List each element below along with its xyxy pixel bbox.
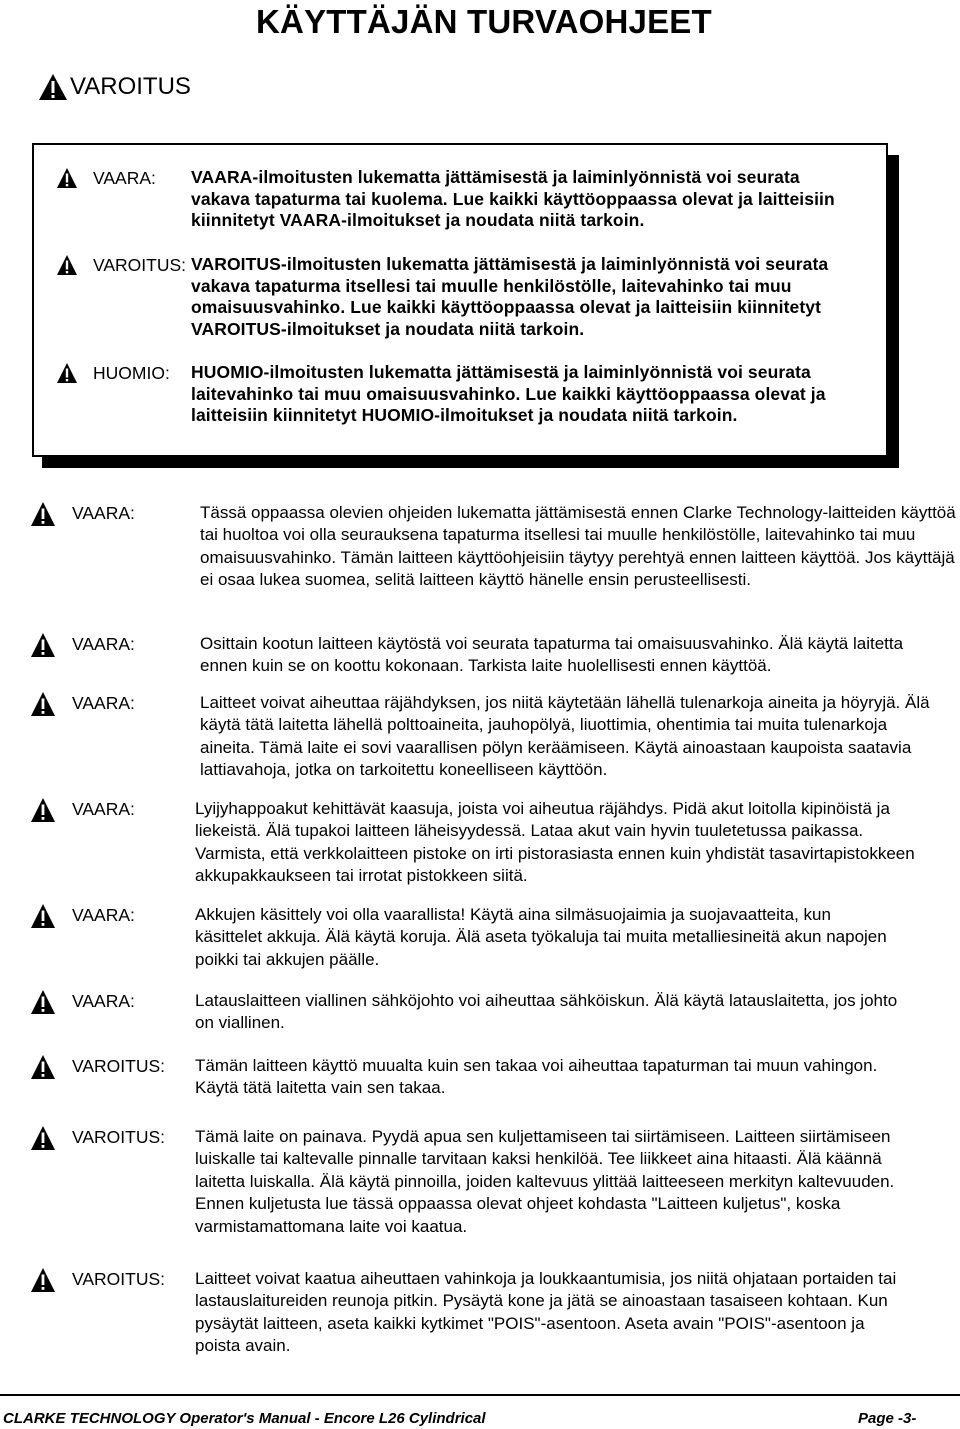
warning-item: [30, 904, 895, 971]
warning-item: [30, 990, 915, 1035]
definition-varoitus: [56, 254, 841, 340]
section-title: [38, 73, 191, 101]
warning-item: [30, 502, 960, 592]
warning-label: VAARA:: [30, 904, 195, 929]
page-title: KÄYTTÄJÄN TURVAOHJEET: [256, 3, 712, 40]
definition-huomio: [56, 362, 841, 427]
warning-item: [30, 1126, 895, 1238]
warning-label: VAROITUS:: [30, 1126, 195, 1151]
warning-item: [30, 798, 915, 888]
warning-triangle-icon: [30, 632, 56, 658]
definitions-box: [32, 143, 888, 457]
warning-label: VAARA:: [30, 692, 200, 717]
warning-text: Osittain kootun laitteen käytöstä voi seurata tapaturma tai omaisuusvahinko. Älä käytä laitetta ennen kuin se on koottu kokonaan. Tarkista laite huolellisesti ennen käyttöä.: [200, 634, 904, 676]
footer-page-number: Page -3-: [858, 1410, 917, 1427]
warning-label: VAARA:: [30, 502, 200, 527]
warning-triangle-icon: [30, 1125, 56, 1151]
warning-text: Lyijyhappoakut kehittävät kaasuja, joista voi aiheutua räjähdys. Pidä akut loitolla kipinöistä ja liekeistä. Älä tupakoi laitteen läheisyydessä. Lataa akut vain hyvin tuuletetussa paikassa. Varmista, että verkkolaitteen pistoke on irti pistorasiasta ennen kuin yhdistät tasavirtapistokkeen akkupakkaukseen tai irrotat pistokkeen siitä.: [195, 799, 915, 886]
warning-text: Laitteet voivat kaatua aiheuttaen vahinkoja ja loukkaantumisia, jos niitä ohjataan portaiden tai lastauslaitureiden reunoja pitkin. Pysäytä kone ja jätä se ainoastaan tasaiseen kohtaan. Kun pysäytät laitteen, aseta kaikki kytkimet "POIS"-asentoon. Aseta avain "POIS"-asentoon ja poista avain.: [195, 1269, 897, 1356]
warning-label: VAARA:: [30, 990, 195, 1015]
definition-label: VAARA:: [56, 167, 191, 189]
section-title-text: VAROITUS: [70, 73, 191, 100]
warning-triangle-icon: [30, 989, 56, 1015]
warning-triangle-icon: [30, 1054, 56, 1080]
warning-triangle-icon: [30, 1267, 56, 1293]
warning-triangle-icon: [38, 73, 68, 101]
definition-text: VAARA-ilmoitusten lukematta jättämisestä ja laiminlyönnistä voi seurata vakava tapaturma tai kuolema. Lue kaikki käyttöoppaassa olevat ja laitteisiin kiinnitetyt VAARA-ilmoitukset ja noudata niitä tarkoin.: [191, 167, 835, 230]
warning-label: VAROITUS:: [30, 1268, 195, 1293]
warning-text: Akkujen käsittely voi olla vaarallista! Käytä aina silmäsuojaimia ja suojavaatteita, kun käsittelet akkuja. Älä käytä koruja. Älä aseta työkaluja tai muita metalliesineitä akun napojen poikki tai akkujen päälle.: [195, 905, 887, 969]
warning-text: Tämän laitteen käyttö muualta kuin sen takaa voi aiheuttaa tapaturman tai muun vahingon. Käytä tätä laitetta vain sen takaa.: [195, 1056, 878, 1098]
definition-label: HUOMIO:: [56, 362, 191, 384]
warning-triangle-icon: [56, 254, 78, 276]
definition-vaara: [56, 167, 841, 232]
warning-triangle-icon: [56, 167, 78, 189]
warning-label: VAARA:: [30, 798, 195, 823]
footer-divider: [0, 1394, 960, 1396]
definition-text: HUOMIO-ilmoitusten lukematta jättämisestä ja laiminlyönnistä voi seurata laitevahinko tai muu omaisuusvahinko. Lue kaikki käyttöoppaassa olevat ja laitteisiin kiinnitetyt HUOMIO-ilmoitukset ja noudata niitä tarkoin.: [191, 362, 826, 425]
warning-triangle-icon: [56, 362, 78, 384]
warning-text: Tämä laite on painava. Pyydä apua sen kuljettamiseen tai siirtämiseen. Laitteen siirtämiseen luiskalle tai kaltevalle pinnalle tarvitaan kaksi henkilöä. Tee liikkeet aina hitaasti. Älä käännä laitetta luiskalla. Älä käytä pinnoilla, joiden kaltevuus ylittää laitteeseen merkityn kaltevuuden. Ennen kuljetusta lue tässä oppaassa olevat ohjeet kohdasta "Laitteen kuljetus", koska varmistamattomana laite voi kaatua.: [195, 1127, 895, 1236]
warning-triangle-icon: [30, 903, 56, 929]
warning-item: [30, 633, 930, 678]
warning-triangle-icon: [30, 501, 56, 527]
warning-triangle-icon: [30, 691, 56, 717]
warning-text: Tässä oppaassa olevien ohjeiden lukematta jättämisestä ennen Clarke Technology-laitteiden käyttöä tai huoltoa voi olla seurauksena tapaturma itsellesi tai muulle henkilöstölle, laitevahinko tai muu omaisuusvahinko. Tämän laitteen käyttöohjeisiin täytyy perehtyä ennen laitteen käyttöä. Jos käyttäjä ei osaa lukea suomea, selitä laitteen käyttö hänelle ensin perusteellisesti.: [200, 503, 956, 590]
footer-manual-title: CLARKE TECHNOLOGY Operator's Manual - Encore L26 Cylindrical: [3, 1410, 486, 1427]
definition-text: VAROITUS-ilmoitusten lukematta jättämisestä ja laiminlyönnistä voi seurata vakava tapaturma itsellesi tai muulle henkilöstölle, laitevahinko tai muu omaisuusvahinko. Lue kaikki käyttöoppaassa olevat ja laitteisiin kiinnitetyt VAROITUS-ilmoitukset ja noudata niitä tarkoin.: [191, 254, 829, 339]
warning-label: VAROITUS:: [30, 1055, 195, 1080]
warning-item: [30, 1055, 885, 1100]
definition-label: VAROITUS:: [56, 254, 191, 276]
warning-text: Laitteet voivat aiheuttaa räjähdyksen, jos niitä käytetään lähellä tulenarkoja aineita ja höyryjä. Älä käytä tätä laitetta lähellä polttoaineita, jauhopölyä, liuottimia, ohentimia tai muita tulenarkoja aineita. Tämä laite ei sovi vaarallisen pölyn keräämiseen. Käytä ainoastaan kaupoista saatavia lattiavahoja, jotka on tarkoitettu koneelliseen käyttöön.: [200, 693, 930, 780]
warning-label: VAARA:: [30, 633, 200, 658]
warning-item: [30, 692, 932, 782]
warning-triangle-icon: [30, 797, 56, 823]
warning-text: Latauslaitteen viallinen sähköjohto voi aiheuttaa sähköiskun. Älä käytä latauslaitetta, jos johto on viallinen.: [195, 991, 898, 1033]
warning-item: [30, 1268, 907, 1358]
